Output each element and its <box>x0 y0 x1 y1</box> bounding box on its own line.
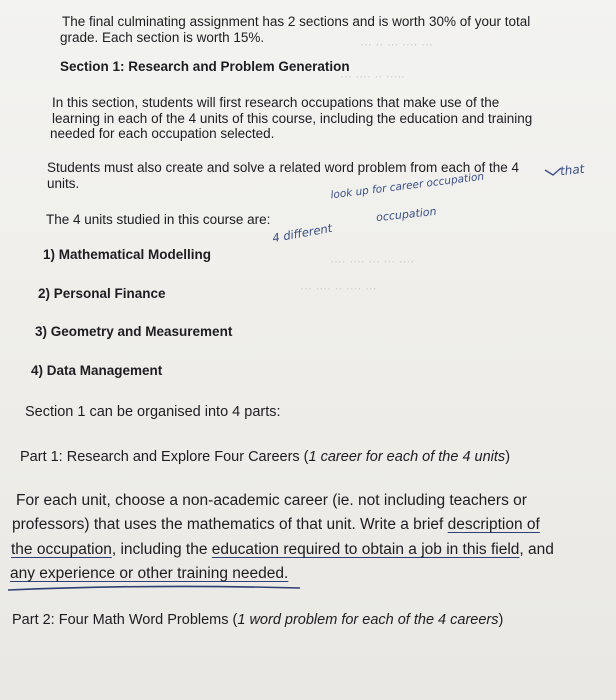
insert-caret-mark <box>545 168 561 175</box>
part-1-title-suffix: ) <box>505 449 511 465</box>
unit-1: 1) Mathematical Modelling <box>43 247 212 262</box>
underlined-education: education required to obtain a job in this field <box>211 541 520 558</box>
underlined-occupation: the occupation <box>11 541 112 558</box>
pen-underline-stroke <box>8 586 300 590</box>
bleed-through-text: ··· ···· ·· ····· <box>340 70 405 84</box>
handwritten-that: that <box>559 161 586 179</box>
handwritten-look-up: look up for career occupation <box>329 170 485 202</box>
section-1-heading: Section 1: Research and Problem Generation <box>60 59 350 74</box>
part-1-desc-text: , including the <box>111 541 212 558</box>
part-1-title-prefix: Part 1: Research and Explore Four Careers ( <box>20 449 309 465</box>
part-1-desc-text: professors) that uses the mathematics of that unit. Write a brief <box>12 516 448 533</box>
intro-line-2: grade. Each section is worth 15%. <box>60 30 265 45</box>
part-1-desc-line-1: For each unit, choose a non-academic career (ie. not including teachers or <box>16 492 527 509</box>
bleed-through-text: ··· ···· ·· ···· ··· <box>300 282 377 296</box>
part-2-title-italic: 1 word problem for each of the 4 careers <box>237 612 499 628</box>
unit-3: 3) Geometry and Measurement <box>35 324 233 339</box>
bleed-through-text: ··· ·· ··· ···· ··· <box>360 38 433 52</box>
underlined-experience: any experience or other training needed. <box>10 565 289 582</box>
unit-2: 2) Personal Finance <box>38 286 166 301</box>
bleed-through-text: ···· ···· ··· ··· ···· <box>330 255 414 269</box>
units-intro: The 4 units studied in this course are: <box>46 212 271 227</box>
section-1-para-1-line-1: In this section, students will first research occupations that make use of the <box>52 95 500 110</box>
parts-intro: Section 1 can be organised into 4 parts: <box>25 404 281 420</box>
part-2-title-suffix: ) <box>498 612 504 628</box>
unit-4: 4) Data Management <box>31 363 163 378</box>
underlined-description: description of <box>447 516 540 533</box>
section-1-para-1-line-2: learning in each of the 4 units of this course, including the education and training <box>52 111 533 126</box>
section-1-para-2-line-1: Students must also create and solve a related word problem from each of the 4 <box>47 160 520 175</box>
handwritten-occupation: occupation <box>375 204 438 225</box>
section-1-para-2-line-2: units. <box>47 176 80 191</box>
part-1-title-italic: 1 career for each of the 4 units <box>308 449 506 465</box>
part-1-desc-text: , and <box>519 541 554 558</box>
part-2-title-prefix: Part 2: Four Math Word Problems ( <box>12 612 238 628</box>
intro-line-1: The final culminating assignment has 2 sections and is worth 30% of your total <box>62 14 531 29</box>
section-1-para-1-line-3: needed for each occupation selected. <box>50 126 275 141</box>
handwritten-different: 4 different <box>271 220 334 246</box>
